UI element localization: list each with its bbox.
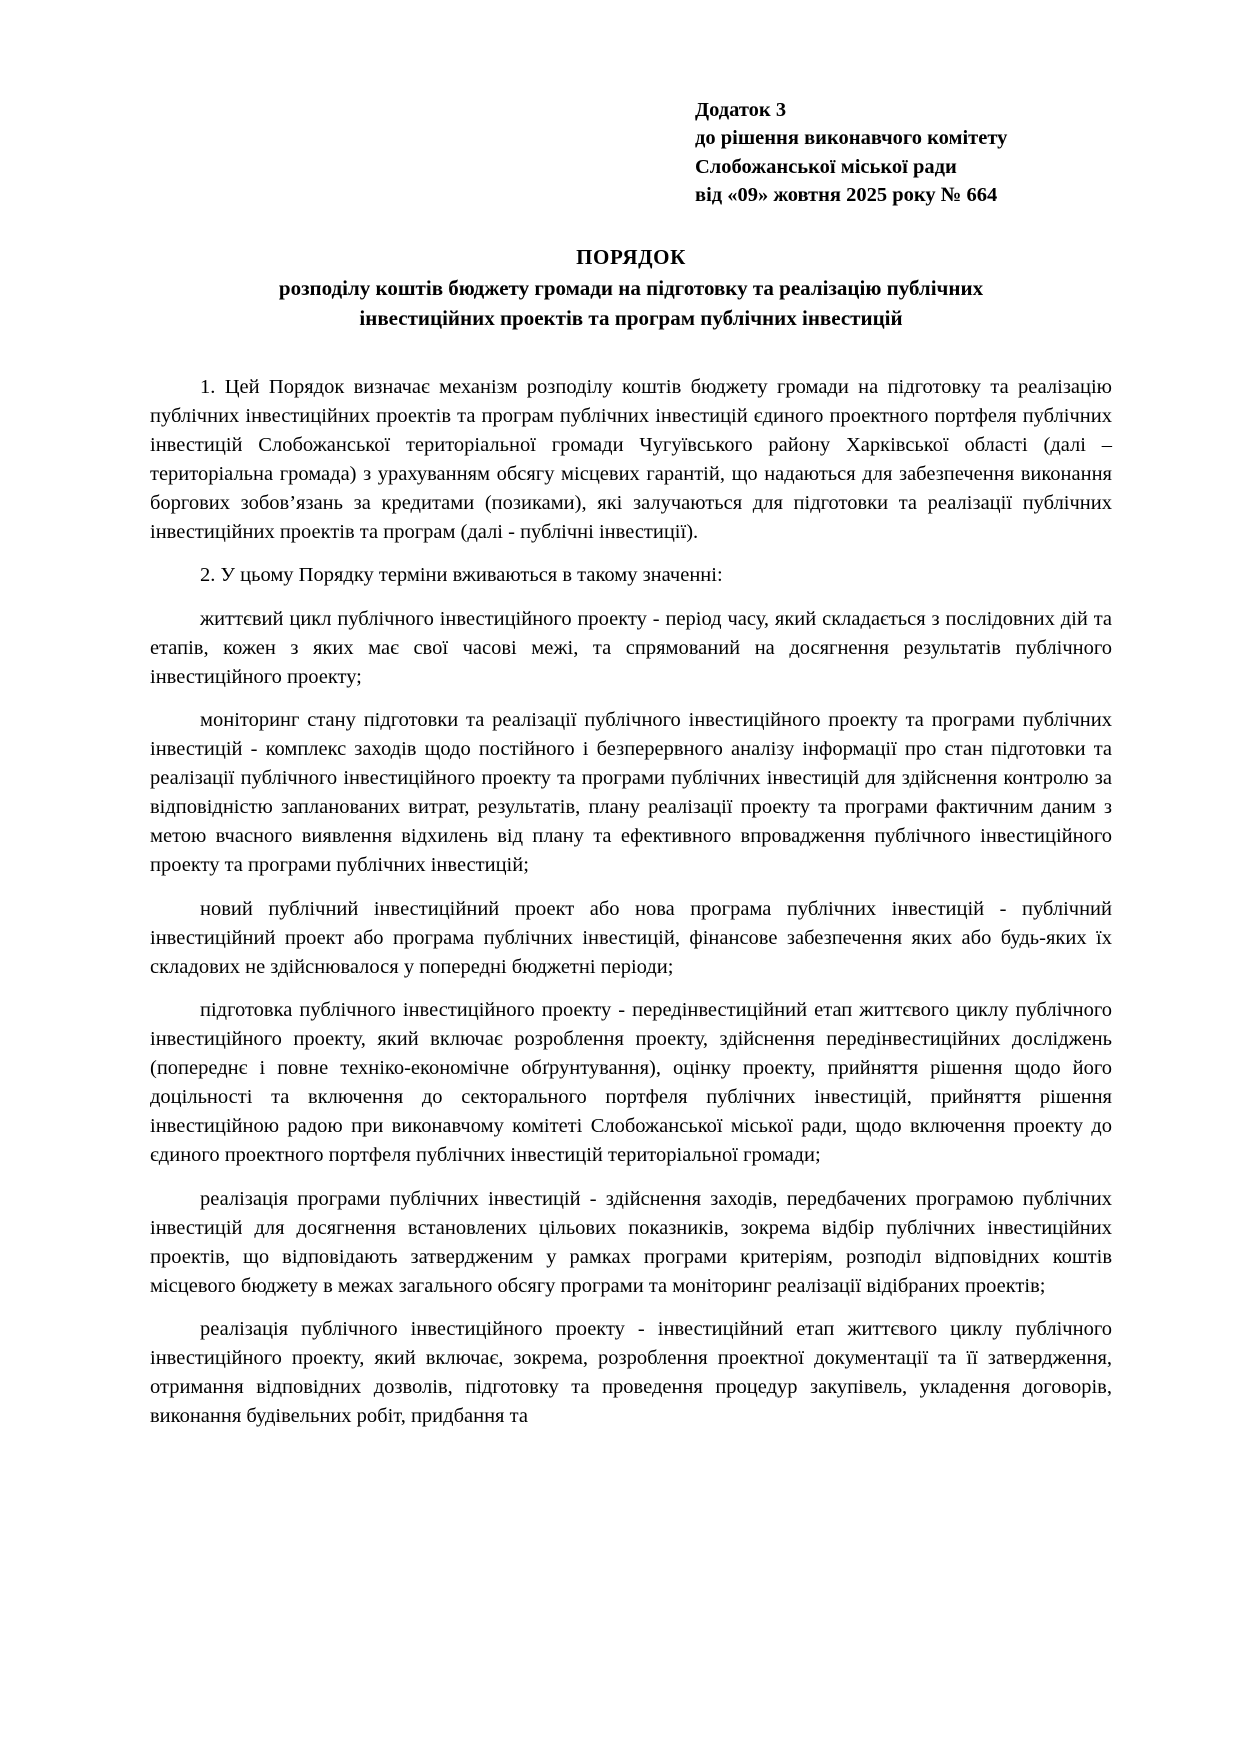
header-line-date-number: від «09» жовтня 2025 року № 664 bbox=[695, 183, 998, 206]
document-header bbox=[695, 96, 1112, 209]
paragraph-term-new-project: новий публічний інвестиційний проект або нова програма публічних інвестицій - публічний інвестиційний проект або програма публічних інвестицій, фінансове забезпечення яких або будь-яких їх складових не здійснювалося у попередні бюджетні періоди; bbox=[150, 897, 1112, 978]
document-body bbox=[150, 373, 1112, 1432]
paragraph-term-lifecycle: життєвий цикл публічного інвестиційного проекту - період часу, який складається з послідовних дій та етапів, кожен з яких має свої часові межі, та спрямований на досягнення результатів публічного інвестиційного проекту; bbox=[150, 607, 1112, 688]
page-subtitle-line-2: інвестиційних проектів та програм публічних інвестицій bbox=[359, 306, 903, 331]
document-title-block bbox=[150, 243, 1112, 333]
header-line-council: Слобожанської міської ради bbox=[695, 155, 957, 178]
paragraph-2: 2. У цьому Порядку терміни вживаються в такому значенні: bbox=[200, 564, 723, 587]
header-line-appendix: Додаток 3 bbox=[695, 99, 787, 121]
paragraph-term-preparation: підготовка публічного інвестиційного проекту - передінвестиційний етап життєвого циклу публічного інвестиційного проекту, який включає розроблення проекту, здійснення передінвестиційних досліджень (попереднє і повне техніко-економічне обґрунтування), оцінку проекту, прийняття рішення щодо його доцільності та включення до секторального портфеля публічних інвестицій, прийняття рішення інвестиційною радою при виконавчому комітеті Слобожанської міської ради, щодо включення проекту до єдиного проектного портфеля публічних інвестицій територіальної громади; bbox=[150, 998, 1112, 1167]
paragraph-term-program-realization: реалізація програми публічних інвестицій - здійснення заходів, передбачених програмою публічних інвестицій для досягнення встановлених цільових показників, зокрема відбір публічних інвестиційних проектів, що відповідають затвердженим у рамках програми критеріям, розподіл відповідних коштів місцевого бюджету в межах загального обсягу програми та моніторинг реалізації відібраних проектів; bbox=[150, 1187, 1112, 1297]
page-subtitle-line-1: розподілу коштів бюджету громади на підготовку та реалізацію публічних bbox=[278, 275, 984, 300]
paragraph-term-project-realization: реалізація публічного інвестиційного проекту - інвестиційний етап життєвого циклу публічного інвестиційного проекту, який включає, зокрема, розроблення проектної документації та її затвердження, отримання відповідних дозволів, підготовку та проведення процедур закупівель, укладення договорів, виконання будівельних робіт, придбання та bbox=[150, 1317, 1112, 1428]
paragraph-1: 1. Цей Порядок визначає механізм розподілу коштів бюджету громади на підготовку та реалізацію публічних інвестиційних проектів та програм публічних інвестицій єдиного проектного портфеля публічних інвестицій Слобожанської територіальної громади Чугуївського району Харківської області (далі – територіальна громада) з урахуванням обсягу місцевих гарантій, що надаються для забезпечення виконання боргових зобов’язань за кредитами (позиками), які залучаються для підготовки та реалізації публічних інвестиційних проектів та програм (далі - публічні інвестиції). bbox=[150, 375, 1112, 544]
page-title: ПОРЯДОК bbox=[576, 245, 686, 270]
paragraph-term-monitoring: моніторинг стану підготовки та реалізації публічного інвестиційного проекту та програми публічних інвестицій - комплекс заходів щодо постійного і безперервного аналізу інформації про стан підготовки та реалізації публічного інвестиційного проекту та програми публічних інвестицій для здійснення контролю за відповідністю запланованих витрат, результатів, плану реалізації проекту та програми фактичним даним з метою вчасного виявлення відхилень від плану та ефективного впровадження публічного інвестиційного проекту та програми публічних інвестицій; bbox=[150, 708, 1112, 877]
header-line-decision: до рішення виконавчого комітету bbox=[695, 127, 1008, 150]
